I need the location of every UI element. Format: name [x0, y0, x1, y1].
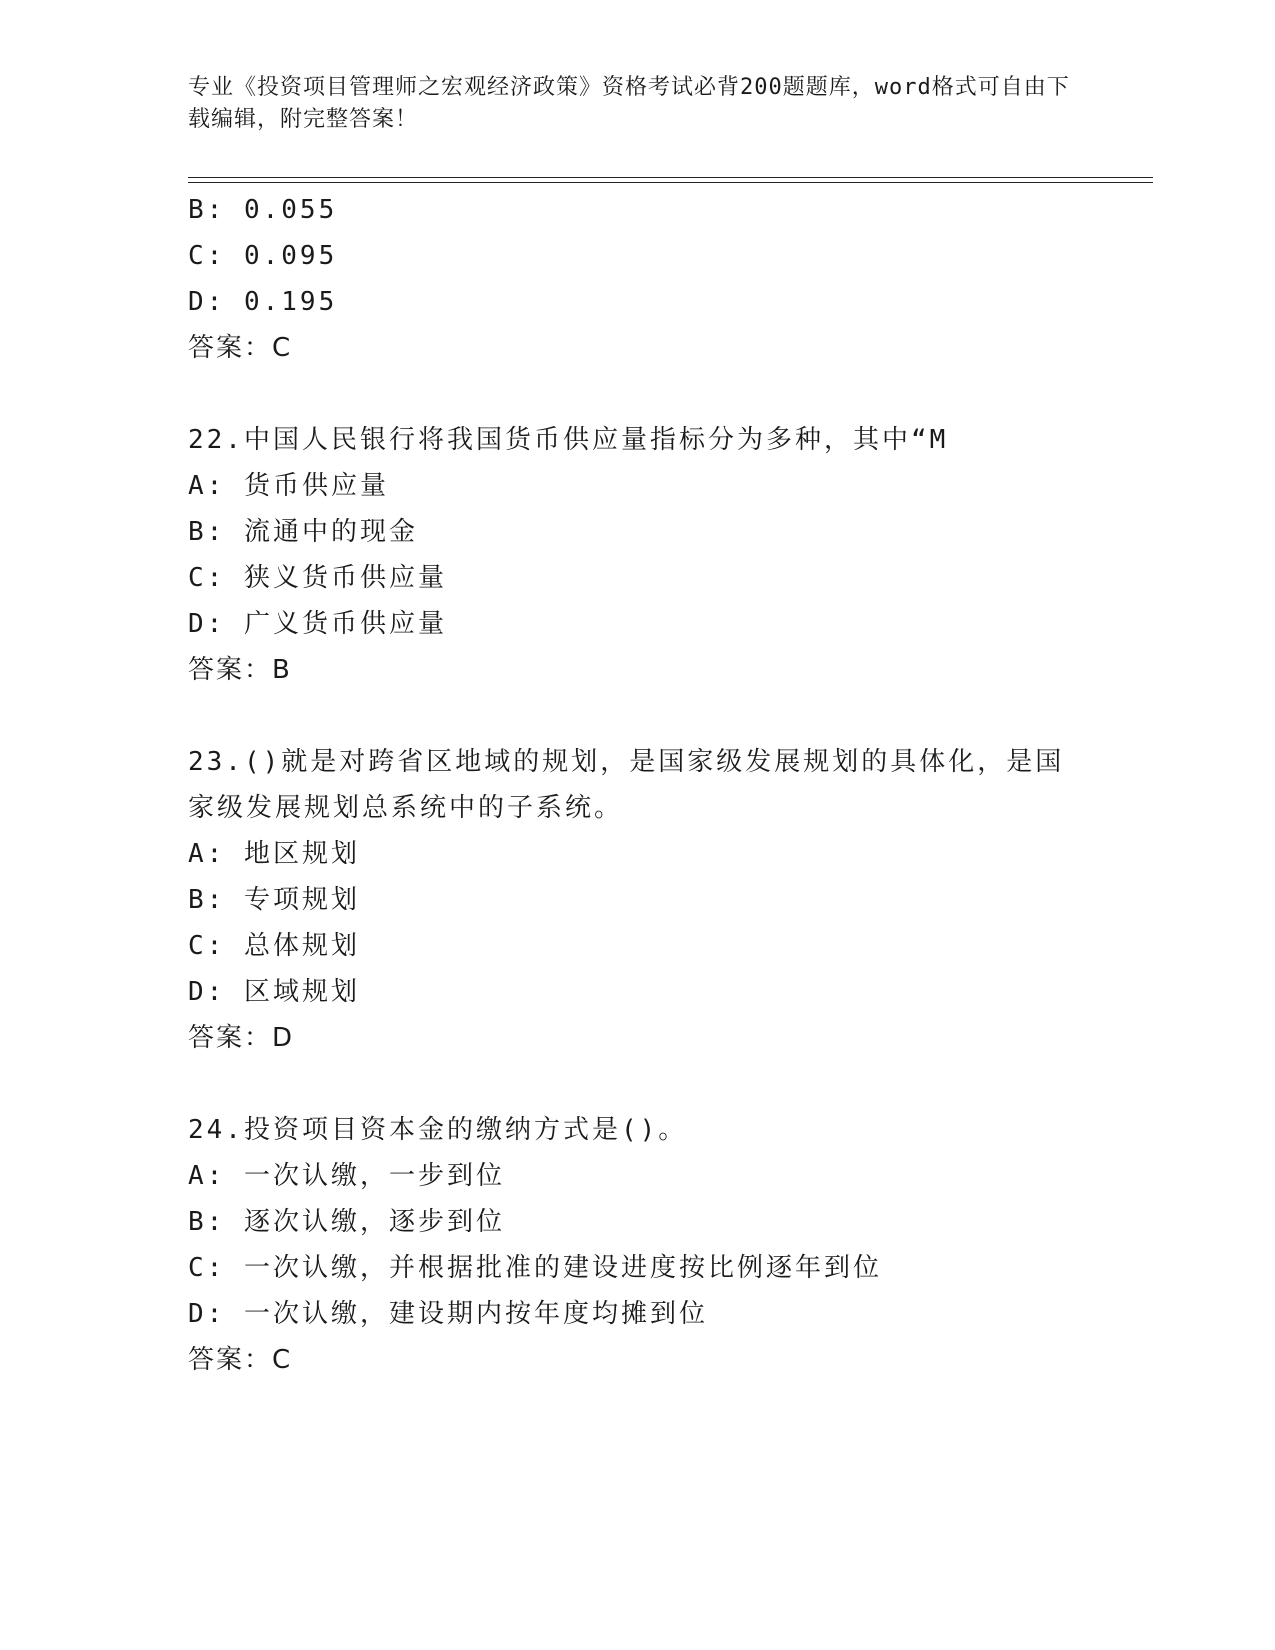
option-a: A: 地区规划 — [188, 839, 360, 869]
question-block — [188, 417, 1088, 693]
answer-line: 答案：C — [188, 1345, 293, 1375]
question-spacer — [188, 1061, 1088, 1107]
question-text: 投资项目资本金的缴纳方式是()。 — [243, 1115, 688, 1145]
option-d: D: 一次认缴，建设期内按年度均摊到位 — [188, 1299, 708, 1329]
question-stem — [188, 739, 1088, 831]
question-stem — [188, 1107, 1088, 1153]
option-d: D: 区域规划 — [188, 977, 360, 1007]
option-c: C: 总体规划 — [188, 931, 360, 961]
option-a: A: 货币供应量 — [188, 471, 389, 501]
option-d: D: 广义货币供应量 — [188, 609, 447, 639]
question-number: 24. — [188, 1115, 244, 1145]
question-block — [188, 1107, 1088, 1383]
answer-line: 答案：C — [188, 333, 293, 363]
header-divider-bottom — [188, 182, 1153, 183]
option-b: B: 逐次认缴，逐步到位 — [188, 1207, 505, 1237]
option-c: C: 狭义货币供应量 — [188, 563, 447, 593]
option-b: B: 专项规划 — [188, 885, 360, 915]
document-header: 专业《投资项目管理师之宏观经济政策》资格考试必背200题题库，word格式可自由下载编辑，附完整答案！ — [188, 75, 1070, 132]
answer-line: 答案：B — [188, 655, 292, 685]
question-spacer — [188, 693, 1088, 739]
question-text: ()就是对跨省区地域的规划，是国家级发展规划的具体化，是国家级发展规划总系统中的子系统。 — [188, 747, 1065, 823]
question-number: 23. — [188, 747, 244, 777]
option-b: B: 0.055 — [188, 195, 338, 225]
option-a: A: 一次认缴，一步到位 — [188, 1161, 505, 1191]
question-block — [188, 739, 1088, 1061]
option-d: D: 0.195 — [188, 287, 338, 317]
question-21-continued — [188, 187, 1088, 371]
question-spacer — [188, 371, 1088, 417]
option-b: B: 流通中的现金 — [188, 517, 418, 547]
question-number: 22. — [188, 425, 244, 455]
question-text: 中国人民银行将我国货币供应量指标分为多种，其中“M — [243, 425, 949, 455]
header-divider-top — [188, 177, 1153, 178]
answer-line: 答案：D — [188, 1023, 295, 1053]
question-stem — [188, 417, 1088, 463]
question-list — [188, 187, 1088, 1383]
option-c: C: 0.095 — [188, 241, 338, 271]
option-c: C: 一次认缴，并根据批准的建设进度按比例逐年到位 — [188, 1253, 882, 1283]
